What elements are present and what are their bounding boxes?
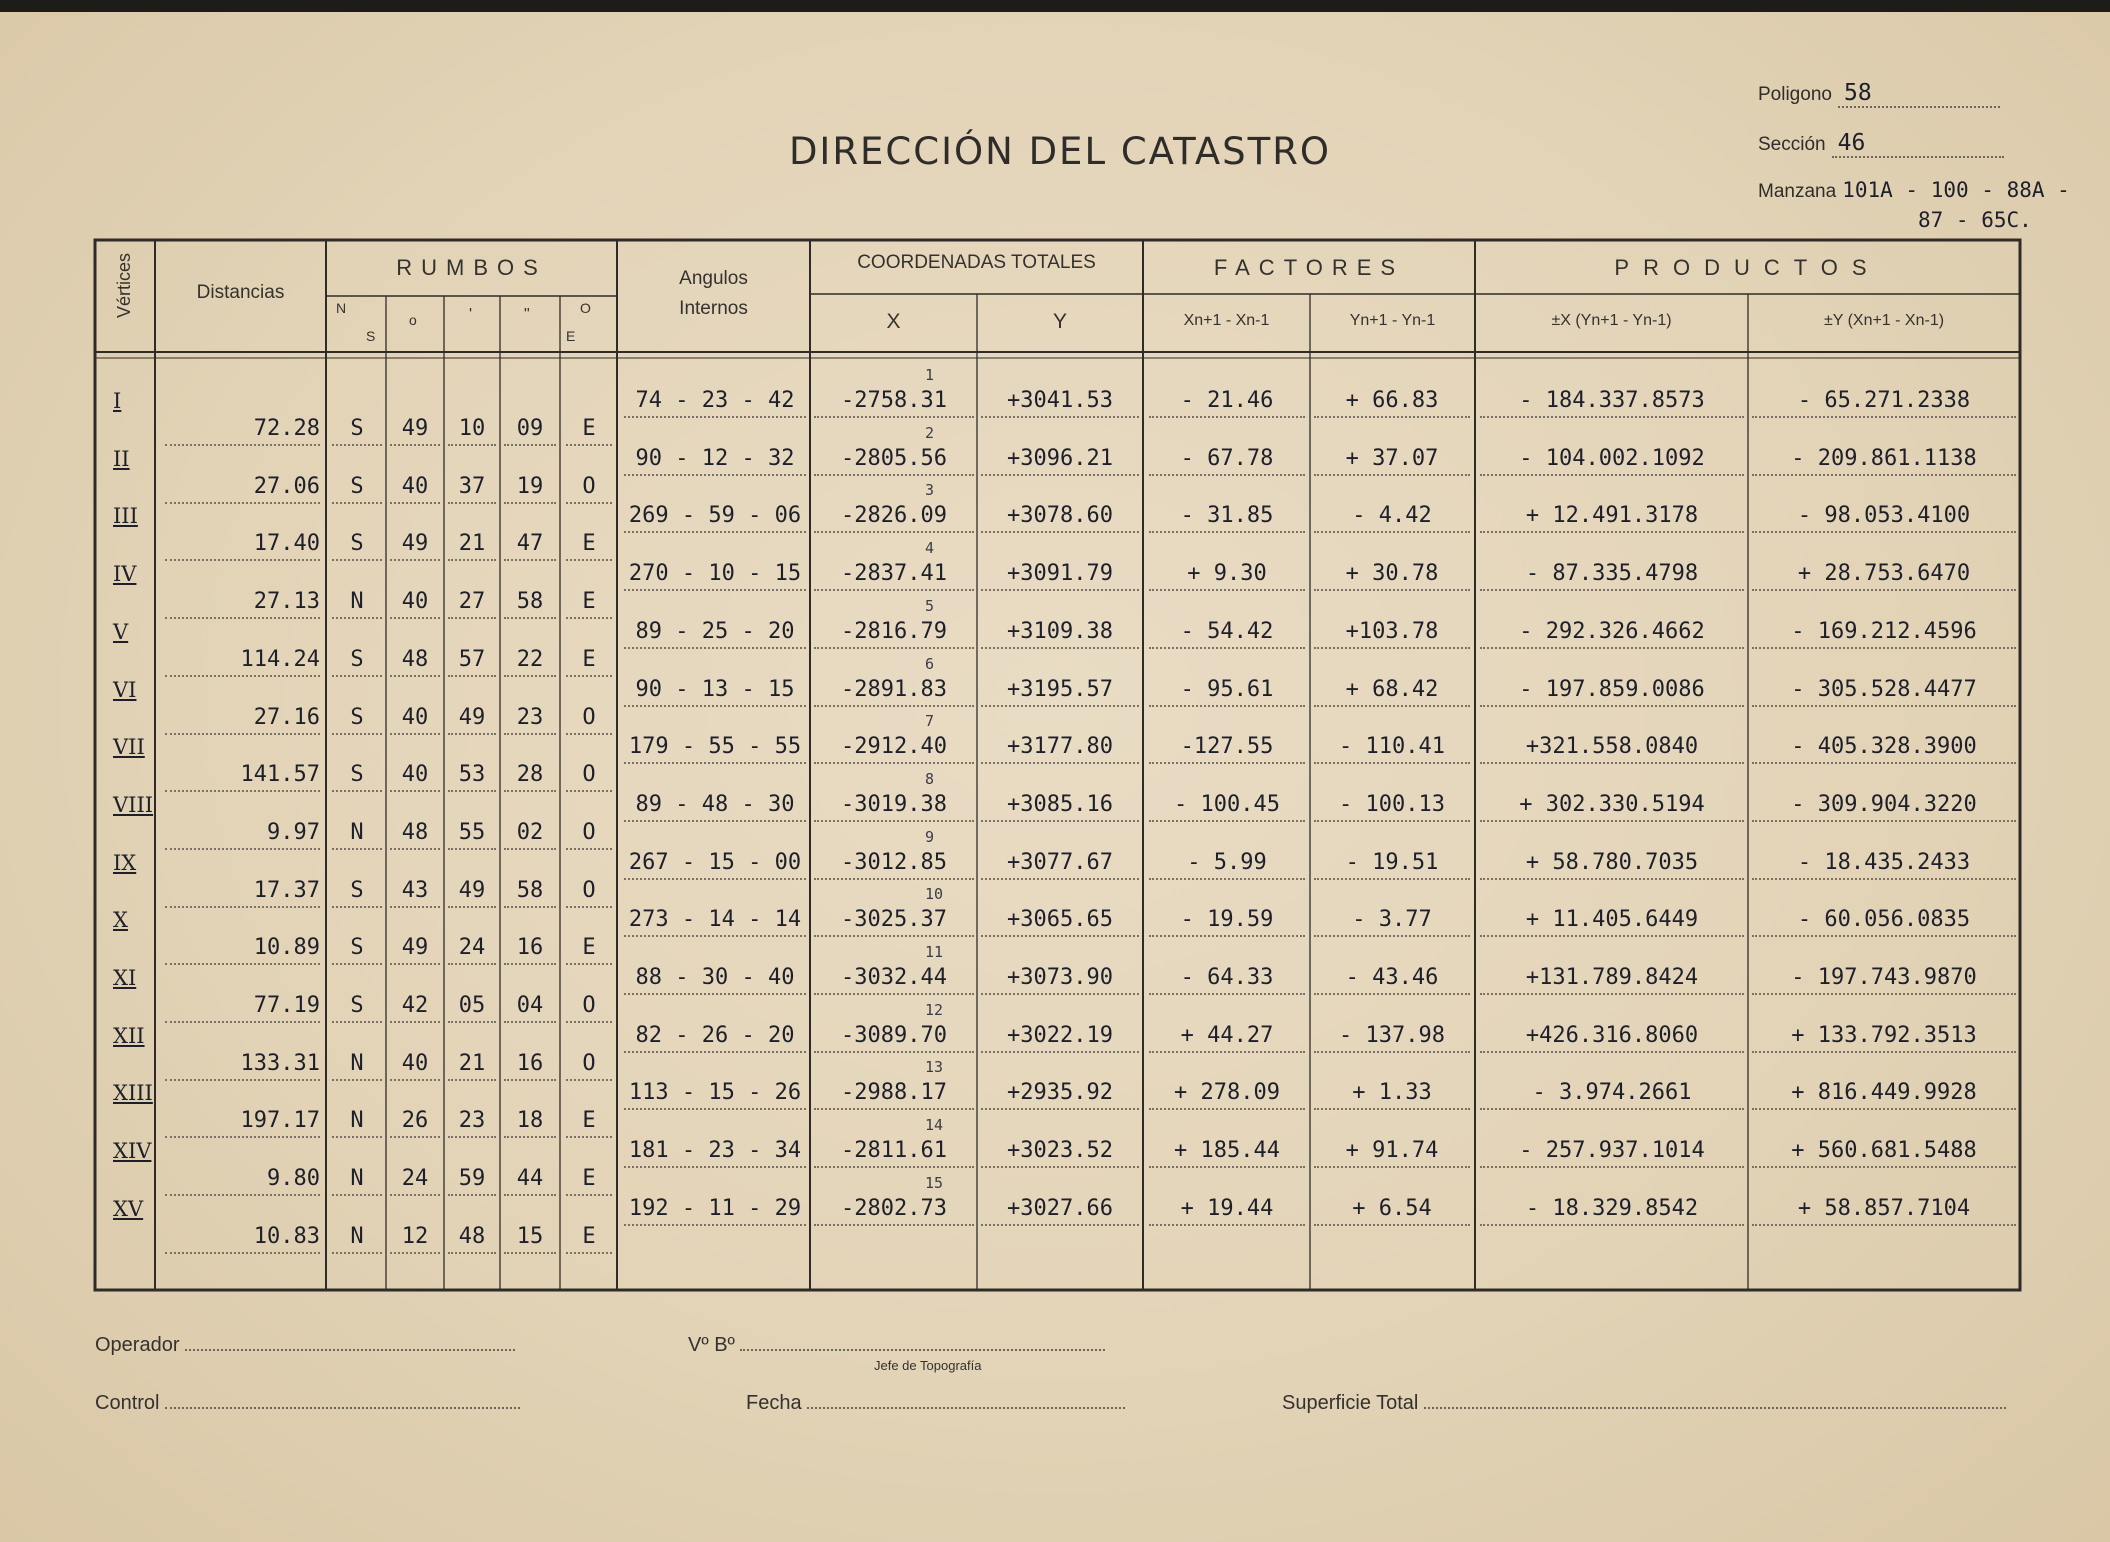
coordinate-y: +2935.92 <box>981 1078 1139 1110</box>
vertex-number: V <box>113 620 129 644</box>
bearing-minutes: 27 <box>448 587 496 619</box>
interior-angle: 179 - 55 - 55 <box>624 732 806 764</box>
product-x: + 12.491.3178 <box>1480 501 1744 533</box>
vertex-number: IV <box>113 562 137 586</box>
angulos-header-line2: Internos <box>679 298 748 319</box>
coordenadas-header: COORDENADAS TOTALES <box>857 252 1096 273</box>
interior-angle: 269 - 59 - 06 <box>624 501 806 533</box>
row-number-annotation: 9 <box>925 828 935 846</box>
bearing-ns: N <box>332 587 382 619</box>
product-x: - 104.002.1092 <box>1480 444 1744 476</box>
factor-y: - 110.41 <box>1314 732 1470 764</box>
bearing-ew: O <box>566 472 612 504</box>
factor-x-header: Xn+1 - Xn-1 <box>1183 312 1270 329</box>
control-field <box>95 1392 520 1415</box>
factor-x: - 64.33 <box>1149 963 1305 995</box>
vertex-number: X <box>113 908 128 932</box>
product-y: - 60.056.0835 <box>1752 905 2016 937</box>
distance-value: 27.13 <box>165 587 320 619</box>
bearing-ew: E <box>566 645 612 677</box>
product-y: + 28.753.6470 <box>1752 559 2016 591</box>
bearing-minutes: 23 <box>448 1106 496 1138</box>
bearing-degrees: 49 <box>390 414 440 446</box>
product-y: + 560.681.5488 <box>1752 1136 2016 1168</box>
operador-label: Operador <box>95 1334 180 1356</box>
rumbos-sub-minute: ' <box>469 306 473 323</box>
vertex-number: VI <box>113 678 137 702</box>
seccion-label: Sección <box>1758 134 1826 155</box>
product-x: - 18.329.8542 <box>1480 1194 1744 1226</box>
bearing-ns: S <box>332 414 382 446</box>
product-y: - 209.861.1138 <box>1752 444 2016 476</box>
bearing-ew: O <box>566 876 612 908</box>
operador-line[interactable] <box>185 1349 515 1351</box>
interior-angle: 270 - 10 - 15 <box>624 559 806 591</box>
bearing-minutes: 10 <box>448 414 496 446</box>
product-y: - 18.435.2433 <box>1752 848 2016 880</box>
distance-value: 197.17 <box>165 1106 320 1138</box>
product-x: + 58.780.7035 <box>1480 848 1744 880</box>
product-x: +321.558.0840 <box>1480 732 1744 764</box>
interior-angle: 89 - 48 - 30 <box>624 790 806 822</box>
superficie-field <box>1282 1392 2006 1415</box>
rumbos-sub-degree: o <box>409 312 417 328</box>
manzana-field <box>1758 178 2070 203</box>
bearing-ns: S <box>332 529 382 561</box>
bearing-seconds: 58 <box>504 587 556 619</box>
coordinate-y: +3022.19 <box>981 1021 1139 1053</box>
productos-header: PRODUCTOS <box>1614 255 1881 280</box>
bearing-ew: E <box>566 414 612 446</box>
factor-x: - 54.42 <box>1149 617 1305 649</box>
bearing-seconds: 15 <box>504 1222 556 1254</box>
vertex-number: XII <box>113 1024 145 1048</box>
bearing-ew: E <box>566 529 612 561</box>
distance-value: 72.28 <box>165 414 320 446</box>
bearing-ns: S <box>332 760 382 792</box>
vertex-number: III <box>113 504 138 528</box>
bearing-degrees: 48 <box>390 818 440 850</box>
coord-y-header: Y <box>1052 310 1067 333</box>
row-number-annotation: 7 <box>925 712 935 730</box>
product-x: + 11.405.6449 <box>1480 905 1744 937</box>
bearing-ns: S <box>332 876 382 908</box>
bearing-minutes: 57 <box>448 645 496 677</box>
distance-value: 133.31 <box>165 1049 320 1081</box>
seccion-value: 46 <box>1832 130 2004 158</box>
bearing-minutes: 55 <box>448 818 496 850</box>
product-y: - 197.743.9870 <box>1752 963 2016 995</box>
bearing-seconds: 28 <box>504 760 556 792</box>
manzana-label: Manzana <box>1758 181 1837 202</box>
factor-x: - 31.85 <box>1149 501 1305 533</box>
factor-x: - 100.45 <box>1149 790 1305 822</box>
bearing-ew: E <box>566 1106 612 1138</box>
fecha-line[interactable] <box>807 1407 1125 1409</box>
factor-y: - 137.98 <box>1314 1021 1470 1053</box>
distance-value: 9.80 <box>165 1164 320 1196</box>
factor-x: + 9.30 <box>1149 559 1305 591</box>
vobo-line[interactable] <box>740 1349 1105 1351</box>
row-number-annotation: 4 <box>925 539 935 557</box>
poligono-field <box>1758 80 2000 108</box>
distance-value: 17.40 <box>165 529 320 561</box>
bearing-minutes: 59 <box>448 1164 496 1196</box>
factor-y: + 37.07 <box>1314 444 1470 476</box>
bearing-ew: O <box>566 991 612 1023</box>
vertex-number: XIII <box>113 1081 153 1105</box>
form-title: DIRECCIÓN DEL CATASTRO <box>788 130 1332 173</box>
bearing-seconds: 22 <box>504 645 556 677</box>
product-x: +131.789.8424 <box>1480 963 1744 995</box>
bearing-minutes: 49 <box>448 703 496 735</box>
bearing-seconds: 47 <box>504 529 556 561</box>
product-y: - 405.328.3900 <box>1752 732 2016 764</box>
bearing-seconds: 09 <box>504 414 556 446</box>
distance-value: 10.89 <box>165 933 320 965</box>
coordinate-y: +3091.79 <box>981 559 1139 591</box>
coordinate-x: -2826.09 <box>814 501 974 533</box>
bearing-ns: S <box>332 703 382 735</box>
rumbos-sub-e: E <box>566 328 576 344</box>
coordinate-x: -2912.40 <box>814 732 974 764</box>
vertex-number: I <box>113 389 122 413</box>
coordinate-x: -2802.73 <box>814 1194 974 1226</box>
fecha-label: Fecha <box>746 1392 802 1414</box>
row-number-annotation: 14 <box>925 1116 944 1134</box>
bearing-degrees: 49 <box>390 933 440 965</box>
bearing-degrees: 43 <box>390 876 440 908</box>
superficie-line[interactable] <box>1424 1407 2006 1409</box>
bearing-seconds: 16 <box>504 1049 556 1081</box>
row-number-annotation: 2 <box>925 424 935 442</box>
bearing-minutes: 49 <box>448 876 496 908</box>
producto-y-header: ±Y (Xn+1 - Xn-1) <box>1823 312 1945 329</box>
product-x: +426.316.8060 <box>1480 1021 1744 1053</box>
bearing-minutes: 24 <box>448 933 496 965</box>
poligono-label: Poligono <box>1758 84 1832 105</box>
coordinate-y: +3195.57 <box>981 675 1139 707</box>
coordinate-x: -2988.17 <box>814 1078 974 1110</box>
product-y: - 98.053.4100 <box>1752 501 2016 533</box>
factor-y: + 6.54 <box>1314 1194 1470 1226</box>
row-number-annotation: 8 <box>925 770 935 788</box>
fecha-field <box>746 1392 1125 1415</box>
factor-y: - 4.42 <box>1314 501 1470 533</box>
bearing-ew: O <box>566 760 612 792</box>
bearing-degrees: 40 <box>390 760 440 792</box>
control-line[interactable] <box>165 1407 520 1409</box>
bearing-degrees: 48 <box>390 645 440 677</box>
interior-angle: 82 - 26 - 20 <box>624 1021 806 1053</box>
factor-y: - 43.46 <box>1314 963 1470 995</box>
distance-value: 114.24 <box>165 645 320 677</box>
row-number-annotation: 6 <box>925 655 935 673</box>
interior-angle: 181 - 23 - 34 <box>624 1136 806 1168</box>
bearing-ew: O <box>566 1049 612 1081</box>
bearing-ns: S <box>332 472 382 504</box>
product-x: - 257.937.1014 <box>1480 1136 1744 1168</box>
coordinate-y: +3027.66 <box>981 1194 1139 1226</box>
bearing-ew: E <box>566 933 612 965</box>
vertex-number: VII <box>113 735 145 759</box>
interior-angle: 74 - 23 - 42 <box>624 386 806 418</box>
operador-field <box>95 1334 515 1357</box>
factor-x: - 67.78 <box>1149 444 1305 476</box>
factor-y: +103.78 <box>1314 617 1470 649</box>
vertices-header-label: Vértices <box>114 252 135 318</box>
rumbos-sub-o: O <box>580 300 591 316</box>
factores-header: FACTORES <box>1213 255 1405 280</box>
interior-angle: 267 - 15 - 00 <box>624 848 806 880</box>
coordinate-x: -3025.37 <box>814 905 974 937</box>
coordinate-x: -2891.83 <box>814 675 974 707</box>
distance-value: 27.16 <box>165 703 320 735</box>
distance-value: 141.57 <box>165 760 320 792</box>
factor-y: + 68.42 <box>1314 675 1470 707</box>
bearing-ns: N <box>332 1049 382 1081</box>
bearing-ns: S <box>332 991 382 1023</box>
superficie-label: Superficie Total <box>1282 1392 1419 1414</box>
row-number-annotation: 13 <box>925 1058 944 1076</box>
distance-value: 17.37 <box>165 876 320 908</box>
coordinate-x: -2805.56 <box>814 444 974 476</box>
coordinate-x: -2837.41 <box>814 559 974 591</box>
bearing-degrees: 40 <box>390 703 440 735</box>
bearing-ew: E <box>566 1164 612 1196</box>
interior-angle: 90 - 13 - 15 <box>624 675 806 707</box>
vertex-number: II <box>113 447 130 471</box>
factor-y: - 3.77 <box>1314 905 1470 937</box>
product-x: - 3.974.2661 <box>1480 1078 1744 1110</box>
interior-angle: 273 - 14 - 14 <box>624 905 806 937</box>
bearing-ew: E <box>566 1222 612 1254</box>
rumbos-sub-second: " <box>524 306 530 323</box>
coordinate-x: -3012.85 <box>814 848 974 880</box>
bearing-ew: O <box>566 818 612 850</box>
vertex-number: VIII <box>113 793 154 817</box>
interior-angle: 88 - 30 - 40 <box>624 963 806 995</box>
bearing-minutes: 37 <box>448 472 496 504</box>
interior-angle: 113 - 15 - 26 <box>624 1078 806 1110</box>
factor-x: - 95.61 <box>1149 675 1305 707</box>
factor-y-header: Yn+1 - Yn-1 <box>1349 312 1436 329</box>
product-x: - 184.337.8573 <box>1480 386 1744 418</box>
row-number-annotation: 15 <box>925 1174 944 1192</box>
interior-angle: 90 - 12 - 32 <box>624 444 806 476</box>
bearing-ns: N <box>332 818 382 850</box>
bearing-seconds: 58 <box>504 876 556 908</box>
distancias-header: Distancias <box>196 282 285 303</box>
coord-x-header: X <box>886 310 901 333</box>
row-number-annotation: 12 <box>925 1001 944 1019</box>
rumbos-sub-n: N <box>336 300 347 316</box>
bearing-seconds: 04 <box>504 991 556 1023</box>
coordinate-y: +3085.16 <box>981 790 1139 822</box>
factor-y: + 91.74 <box>1314 1136 1470 1168</box>
bearing-minutes: 05 <box>448 991 496 1023</box>
coordinate-y: +3096.21 <box>981 444 1139 476</box>
coordinate-x: -2816.79 <box>814 617 974 649</box>
product-y: + 58.857.7104 <box>1752 1194 2016 1226</box>
coordinate-y: +3177.80 <box>981 732 1139 764</box>
factor-x: + 44.27 <box>1149 1021 1305 1053</box>
manzana-value-line2: 87 - 65C. <box>1918 208 2032 232</box>
coordinate-y: +3078.60 <box>981 501 1139 533</box>
vertex-number: XIV <box>113 1139 152 1163</box>
bearing-seconds: 16 <box>504 933 556 965</box>
coordinate-y: +3023.52 <box>981 1136 1139 1168</box>
bearing-ns: S <box>332 933 382 965</box>
bearing-ns: N <box>332 1222 382 1254</box>
distance-value: 27.06 <box>165 472 320 504</box>
product-y: - 305.528.4477 <box>1752 675 2016 707</box>
coordinate-y: +3041.53 <box>981 386 1139 418</box>
vertices-header <box>95 240 155 330</box>
bearing-degrees: 40 <box>390 472 440 504</box>
product-x: - 292.326.4662 <box>1480 617 1744 649</box>
row-number-annotation: 1 <box>925 366 935 384</box>
vertex-number: XI <box>113 966 137 990</box>
factor-x: - 19.59 <box>1149 905 1305 937</box>
row-number-annotation: 10 <box>925 885 944 903</box>
vobo-label: Vº Bº <box>688 1334 735 1356</box>
factor-x: + 19.44 <box>1149 1194 1305 1226</box>
factor-x: + 185.44 <box>1149 1136 1305 1168</box>
bearing-ew: O <box>566 703 612 735</box>
product-y: + 816.449.9928 <box>1752 1078 2016 1110</box>
bearing-ns: N <box>332 1164 382 1196</box>
factor-x: - 5.99 <box>1149 848 1305 880</box>
product-y: + 133.792.3513 <box>1752 1021 2016 1053</box>
coordinate-x: -2811.61 <box>814 1136 974 1168</box>
factor-y: + 1.33 <box>1314 1078 1470 1110</box>
bearing-seconds: 18 <box>504 1106 556 1138</box>
factor-y: + 30.78 <box>1314 559 1470 591</box>
bearing-seconds: 19 <box>504 472 556 504</box>
bearing-seconds: 02 <box>504 818 556 850</box>
poligono-value: 58 <box>1838 80 2000 108</box>
row-number-annotation: 3 <box>925 481 935 499</box>
distance-value: 9.97 <box>165 818 320 850</box>
factor-y: + 66.83 <box>1314 386 1470 418</box>
row-number-annotation: 11 <box>925 943 944 961</box>
interior-angle: 89 - 25 - 20 <box>624 617 806 649</box>
bearing-degrees: 40 <box>390 1049 440 1081</box>
factor-x: - 21.46 <box>1149 386 1305 418</box>
bearing-minutes: 21 <box>448 1049 496 1081</box>
bearing-degrees: 26 <box>390 1106 440 1138</box>
bearing-seconds: 23 <box>504 703 556 735</box>
coordinate-x: -2758.31 <box>814 386 974 418</box>
coordinate-y: +3073.90 <box>981 963 1139 995</box>
bearing-minutes: 48 <box>448 1222 496 1254</box>
coordinate-x: -3032.44 <box>814 963 974 995</box>
coordinate-x: -3089.70 <box>814 1021 974 1053</box>
vertex-number: IX <box>113 851 137 875</box>
bearing-degrees: 42 <box>390 991 440 1023</box>
product-y: - 309.904.3220 <box>1752 790 2016 822</box>
distance-value: 77.19 <box>165 991 320 1023</box>
bearing-ew: E <box>566 587 612 619</box>
product-x: - 197.859.0086 <box>1480 675 1744 707</box>
bearing-degrees: 40 <box>390 587 440 619</box>
coordinate-y: +3109.38 <box>981 617 1139 649</box>
vobo-field <box>688 1334 1105 1357</box>
rumbos-sub-s: S <box>366 328 376 344</box>
product-y: - 169.212.4596 <box>1752 617 2016 649</box>
bearing-ns: S <box>332 645 382 677</box>
manzana-value-line1: 101A - 100 - 88A - <box>1842 178 2070 202</box>
bearing-minutes: 53 <box>448 760 496 792</box>
rumbos-header: RUMBOS <box>396 255 547 280</box>
bearing-degrees: 12 <box>390 1222 440 1254</box>
bearing-ns: N <box>332 1106 382 1138</box>
coordinate-x: -3019.38 <box>814 790 974 822</box>
bearing-degrees: 49 <box>390 529 440 561</box>
control-label: Control <box>95 1392 160 1414</box>
coordinate-y: +3065.65 <box>981 905 1139 937</box>
factor-y: - 19.51 <box>1314 848 1470 880</box>
jefe-topografia-label: Jefe de Topografía <box>874 1358 982 1373</box>
bearing-degrees: 24 <box>390 1164 440 1196</box>
product-y: - 65.271.2338 <box>1752 386 2016 418</box>
product-x: - 87.335.4798 <box>1480 559 1744 591</box>
factor-x: + 278.09 <box>1149 1078 1305 1110</box>
seccion-field <box>1758 130 2004 158</box>
distance-value: 10.83 <box>165 1222 320 1254</box>
coordinate-y: +3077.67 <box>981 848 1139 880</box>
row-number-annotation: 5 <box>925 597 935 615</box>
product-x: + 302.330.5194 <box>1480 790 1744 822</box>
bearing-seconds: 44 <box>504 1164 556 1196</box>
factor-x: -127.55 <box>1149 732 1305 764</box>
factor-y: - 100.13 <box>1314 790 1470 822</box>
producto-x-header: ±X (Yn+1 - Yn-1) <box>1551 312 1672 329</box>
interior-angle: 192 - 11 - 29 <box>624 1194 806 1226</box>
bearing-minutes: 21 <box>448 529 496 561</box>
angulos-header-line1: Angulos <box>679 268 748 289</box>
vertex-number: XV <box>113 1197 144 1221</box>
